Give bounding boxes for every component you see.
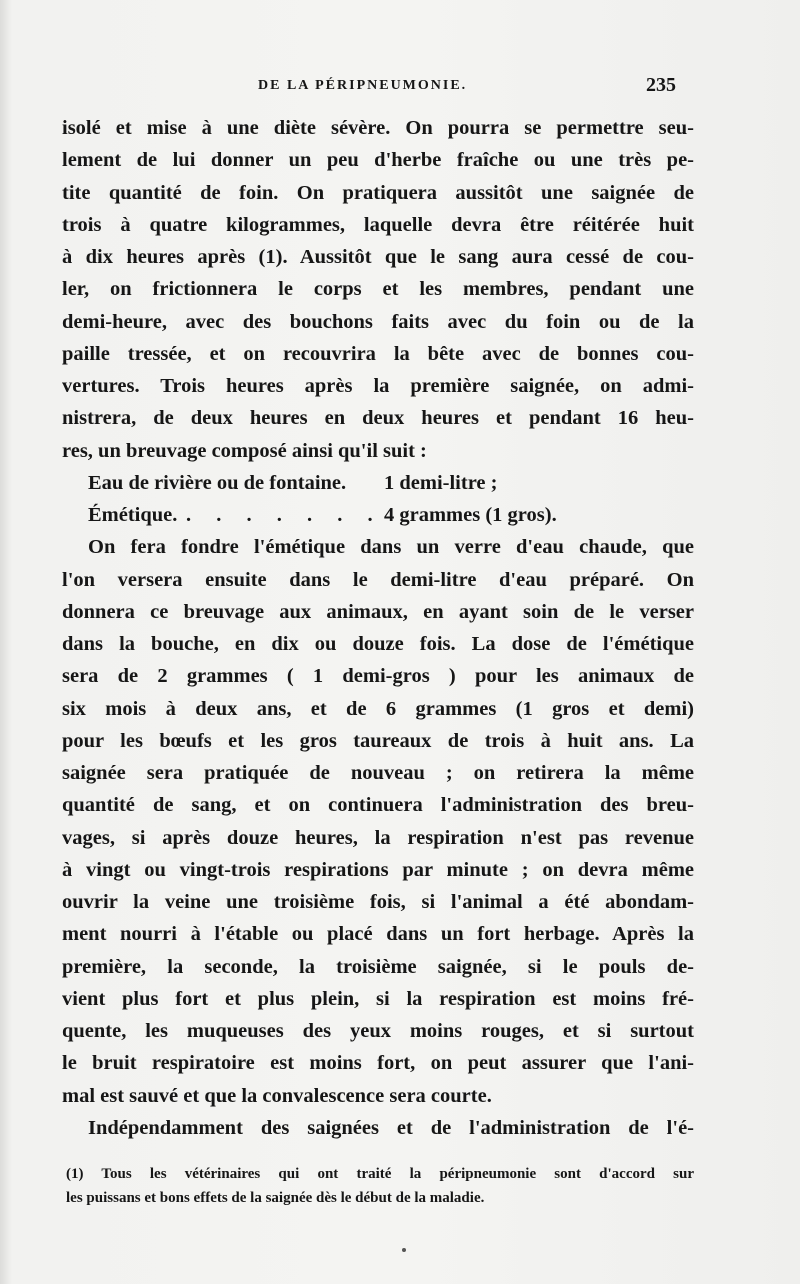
text-line: l'on versera ensuite dans le demi-litre d'eau préparé. On (62, 568, 694, 591)
text-line: Indépendamment des saignées et de l'administration de l'é- (88, 1116, 694, 1139)
text-line: vertures. Trois heures après la première saignée, on admi- (62, 375, 694, 397)
recipe-row (62, 467, 694, 499)
text-line: On fera fondre l'émétique dans un verre d'eau chaude, que (88, 536, 694, 559)
text-line: saignée sera pratiquée de nouveau ; on retirera la même (62, 762, 694, 784)
page-speck (402, 1248, 406, 1252)
text-line: vages, si après douze heures, la respiration n'est pas revenue (62, 826, 694, 849)
footnote-line: (1) Tous les vétérinaires qui ont traité la péripneumonie sont d'accord sur (66, 1166, 694, 1182)
text-line: isolé et mise à une diète sévère. On pourra se permettre seu- (62, 117, 694, 139)
text-line: quente, les muqueuses des yeux moins rouges, et si surtout (62, 1020, 694, 1042)
text-line: vient plus fort et plus plein, si la respiration est moins fré- (62, 987, 694, 1010)
text-line: ler, on frictionnera le corps et les membres, pendant une (62, 278, 694, 301)
recipe-quantity: 1 demi-litre ; (384, 471, 498, 494)
text-line: donnera ce breuvage aux animaux, en ayant soin de le verser (62, 600, 694, 623)
text-line: nistrera, de deux heures en deux heures et pendant 16 heu- (62, 407, 694, 430)
text-line: demi-heure, avec des bouchons faits avec du foin ou de la (62, 310, 694, 333)
dot-leader: . . . . . . . (186, 504, 383, 526)
recipe-row (62, 499, 694, 531)
text-line: res, un breuvage composé ainsi qu'il suit : (62, 439, 427, 462)
body-text (62, 112, 694, 1144)
text-line: première, la seconde, la troisième saignée, si le pouls de- (62, 955, 694, 978)
recipe-item: Émétique. (88, 504, 178, 526)
footnote-line: les puissans et bons effets de la saignée dès le début de la maladie. (66, 1190, 485, 1206)
text-line: lement de lui donner un peu d'herbe fraîche ou une très pe- (62, 149, 694, 172)
page-header (0, 74, 800, 104)
text-line: paille tressée, et on recouvrira la bête avec de bonnes cou- (62, 342, 694, 365)
running-head: DE LA PÉRIPNEUMONIE. (258, 78, 468, 93)
text-line: le bruit respiratoire est moins fort, on peut assurer que l'ani- (62, 1052, 694, 1075)
text-line: pour les bœufs et les gros taureaux de trois à huit ans. La (62, 729, 694, 752)
text-line: à vingt ou vingt-trois respirations par minute ; on devra même (62, 858, 694, 881)
text-line: ouvrir la veine une troisième fois, si l'animal a été abondam- (62, 891, 694, 913)
text-line: mal est sauvé et que la convalescence sera courte. (62, 1084, 492, 1107)
text-line: quantité de sang, et on continuera l'administration des breu- (62, 794, 694, 817)
recipe-quantity: 4 grammes (1 gros). (384, 504, 557, 526)
text-line: six mois à deux ans, et de 6 grammes (1 gros et demi) (62, 697, 694, 720)
text-line: sera de 2 grammes ( 1 demi-gros ) pour les animaux de (62, 665, 694, 688)
recipe-item: Eau de rivière ou de fontaine. (88, 471, 347, 494)
text-line: dans la bouche, en dix ou douze fois. La dose de l'émétique (62, 633, 694, 655)
footnote (66, 1162, 694, 1210)
text-line: ment nourri à l'étable ou placé dans un fort herbage. Après la (62, 923, 694, 946)
page-number: 235 (646, 74, 676, 96)
text-line: tite quantité de foin. On pratiquera aussitôt une saignée de (62, 181, 694, 204)
text-line: à dix heures après (1). Aussitôt que le sang aura cessé de cou- (62, 246, 694, 268)
text-line: trois à quatre kilogrammes, laquelle devra être réitérée huit (62, 213, 694, 236)
